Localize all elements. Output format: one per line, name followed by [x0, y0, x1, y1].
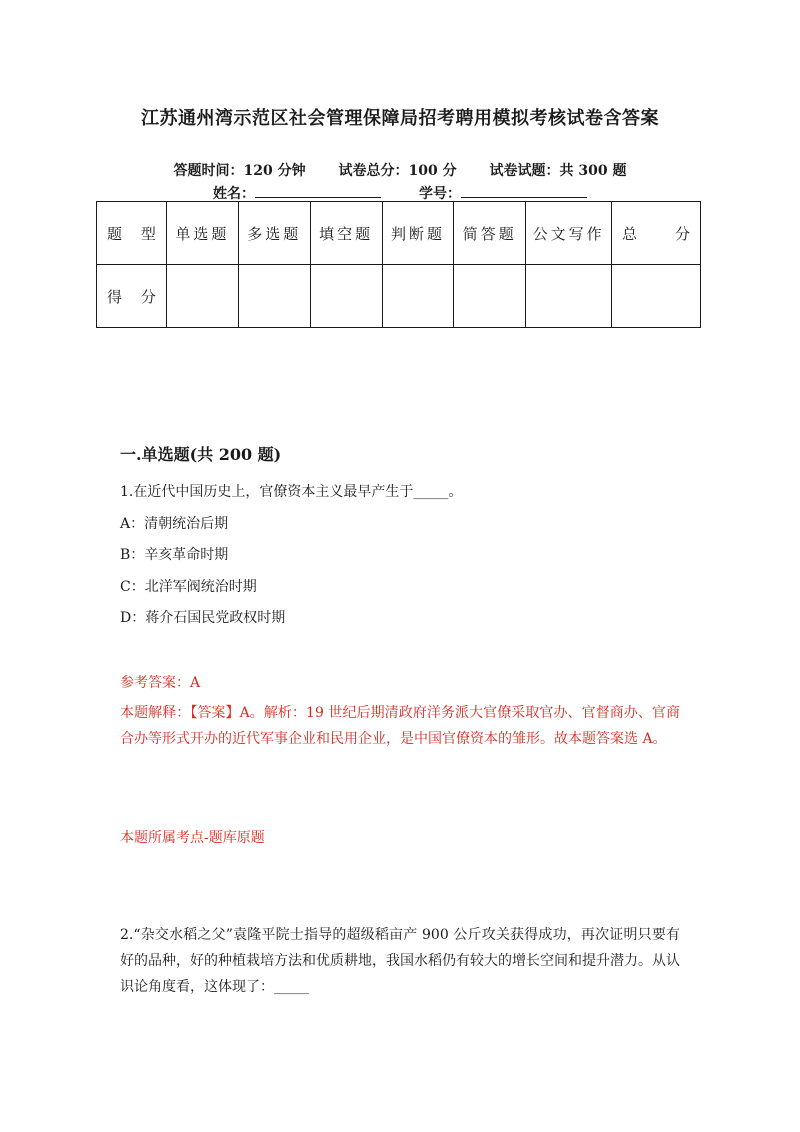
exam-time: 答题时间：120 分钟	[173, 163, 306, 179]
id-field[interactable]	[461, 185, 587, 198]
score-cell[interactable]	[166, 265, 238, 328]
option-c: C：北洋军阀统治时期	[120, 579, 257, 595]
option-a: A：清朝统治后期	[120, 516, 229, 532]
table-row	[97, 202, 701, 265]
score-table	[96, 201, 701, 328]
student-info	[0, 183, 800, 203]
column-header: 单选题	[166, 202, 238, 265]
score-cell[interactable]	[454, 265, 526, 328]
option-d: D：蒋介石国民党政权时期	[120, 610, 286, 626]
exam-meta	[0, 160, 800, 180]
score-cell[interactable]	[526, 265, 612, 328]
column-header: 简答题	[454, 202, 526, 265]
column-header: 判断题	[382, 202, 454, 265]
question-stem-2: 2.“杂交水稻之父”袁隆平院士指导的超级稻亩产 900 公斤攻关获得成功，再次证明只要有好的品种，好的种植栽培方法和优质耕地，我国水稻仍有较大的增长空间和提升潜力。从认识论角度看，这体现了：_____	[120, 927, 680, 995]
score-cell[interactable]	[238, 265, 310, 328]
score-cell[interactable]	[612, 265, 701, 328]
type-header-cell: 题 型	[97, 202, 167, 265]
explanation: 本题解释：【答案】A。解析：19 世纪后期清政府洋务派大官僚采取官办、官督商办、官商合办等形式开办的近代军事企业和民用企业，是中国官僚资本的雏形。故本题答案选 A。	[120, 705, 680, 747]
table-row	[97, 265, 701, 328]
question-stem: 1.在近代中国历史上，官僚资本主义最早产生于_____。	[120, 484, 463, 500]
name-label: 姓名：	[213, 186, 255, 202]
total-header-cell: 总 分	[612, 202, 701, 265]
exam-title: 江苏通州湾示范区社会管理保障局招考聘用模拟考核试卷含答案	[141, 108, 659, 129]
option-b: B：辛亥革命时期	[120, 547, 229, 563]
column-header: 填空题	[310, 202, 382, 265]
column-header: 多选题	[238, 202, 310, 265]
column-header: 公文写作	[526, 202, 612, 265]
id-label: 学号：	[419, 186, 461, 202]
score-header-cell: 得 分	[97, 265, 167, 328]
exam-count: 试卷试题：共 300 题	[489, 163, 627, 179]
answer-line: 参考答案：A	[120, 675, 201, 691]
source-note: 本题所属考点-题库原题	[120, 830, 265, 846]
exam-total: 试卷总分：100 分	[338, 163, 457, 179]
name-field[interactable]	[255, 185, 381, 198]
section-title: 一.单选题(共 200 题)	[120, 445, 282, 464]
score-cell[interactable]	[382, 265, 454, 328]
score-cell[interactable]	[310, 265, 382, 328]
